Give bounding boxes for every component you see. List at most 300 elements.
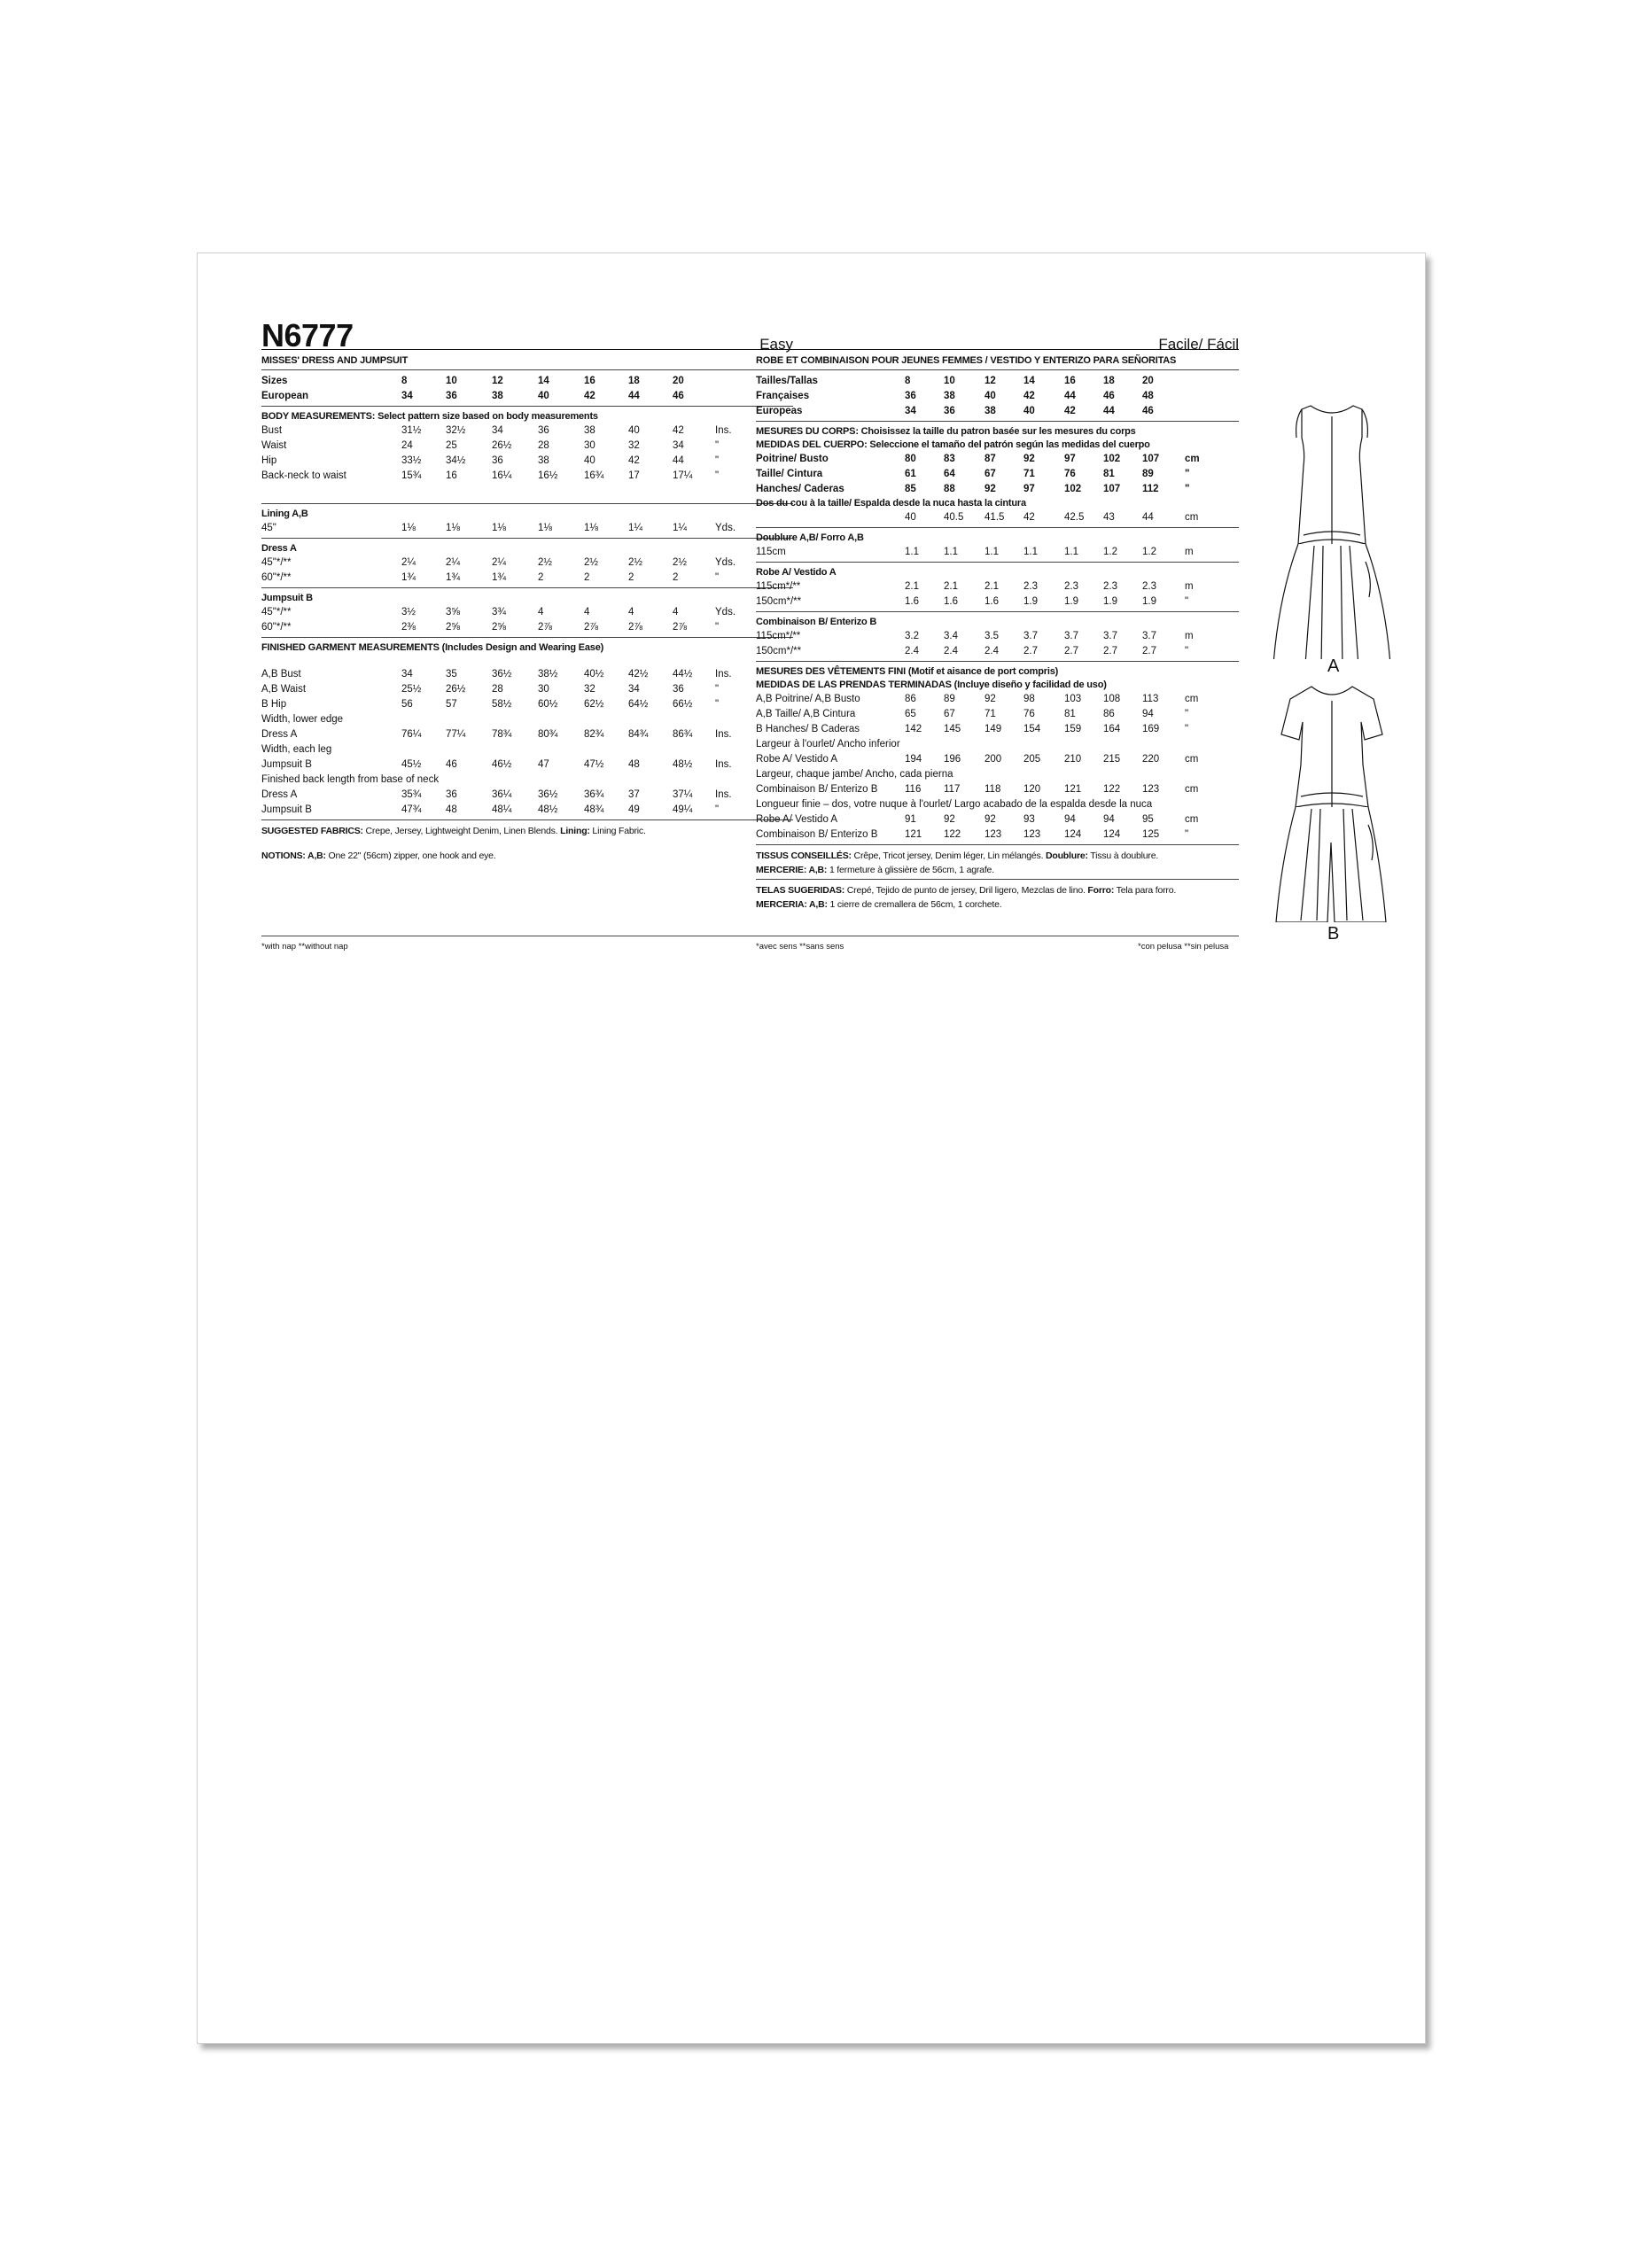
size-value: 3¾ <box>492 607 506 617</box>
table-row <box>261 439 793 454</box>
para-text: 1 cierre de cremallera de 56cm, 1 corchete. <box>827 899 1002 910</box>
size-value: 1.6 <box>985 596 999 607</box>
size-value: 2½ <box>673 557 687 568</box>
size-value: 1⅛ <box>492 523 506 533</box>
para-label: MERCERIA: A,B: <box>756 899 828 910</box>
size-value: 15¾ <box>401 470 422 481</box>
table-row <box>261 727 793 742</box>
table-row <box>261 454 793 469</box>
size-value: 16 <box>1064 376 1076 386</box>
unit-label: " <box>1185 469 1190 479</box>
row-label: Dress A <box>261 729 298 740</box>
unit-label: " <box>715 470 720 481</box>
unit-label: " <box>715 572 720 583</box>
size-value: 2⅞ <box>673 622 687 633</box>
row-label: Jumpsuit B <box>261 804 312 815</box>
size-value: 82¾ <box>584 729 604 740</box>
size-value: 58½ <box>492 699 512 710</box>
section-rule <box>756 527 1239 528</box>
row-label: Europeas <box>756 406 803 416</box>
unit-label: cm <box>1185 814 1199 825</box>
size-value: 28 <box>538 440 549 451</box>
table-row <box>261 555 793 571</box>
size-value: 71 <box>1023 469 1035 479</box>
table-row <box>756 482 1239 497</box>
size-value: 44 <box>1142 512 1154 523</box>
unit-label: cm <box>1185 454 1200 464</box>
para-text: Tela para forro. <box>1114 885 1177 896</box>
size-value: 3.2 <box>905 631 919 641</box>
row-label: Taille/ Cintura <box>756 469 823 479</box>
size-value: 1.9 <box>1103 596 1117 607</box>
table-row <box>756 452 1239 467</box>
size-value: 1¼ <box>673 523 687 533</box>
size-value: 2.1 <box>985 581 999 592</box>
section-rule <box>261 819 793 820</box>
size-value: 1.2 <box>1103 547 1117 557</box>
unit-label: Ins. <box>715 729 732 740</box>
size-value: 4 <box>538 607 544 617</box>
section-rule <box>261 637 793 638</box>
section-rule <box>261 587 793 588</box>
size-value: 97 <box>1023 484 1035 494</box>
footnote-fr: *avec sens **sans sens <box>756 942 844 951</box>
size-value: 46 <box>673 391 684 401</box>
dress-a-illustration <box>1270 402 1394 659</box>
size-value: 36 <box>538 425 549 436</box>
yardage-title-fr: Robe A/ Vestido A <box>756 567 837 578</box>
size-value: 38 <box>985 406 996 416</box>
size-value: 3.7 <box>1103 631 1117 641</box>
size-value: 2⅜ <box>401 622 416 633</box>
french-body <box>756 354 1239 912</box>
size-value: 16½ <box>538 470 558 481</box>
unit-label: m <box>1185 547 1194 557</box>
size-value: 20 <box>1142 376 1154 386</box>
size-value: 33½ <box>401 455 422 466</box>
unit-label: " <box>1185 829 1189 840</box>
size-value: 97 <box>1064 454 1076 464</box>
body-measurements-title-es: MEDIDAS DEL CUERPO: Seleccione el tamaño del patrón según las medidas del cuerpo <box>756 439 1150 450</box>
row-label: Back-neck to waist <box>261 470 346 481</box>
spacer <box>261 838 793 849</box>
size-value: 169 <box>1142 724 1160 734</box>
unit-label: cm <box>1185 512 1199 523</box>
size-value: 17¼ <box>673 470 693 481</box>
size-value: 123 <box>1142 784 1160 795</box>
size-value: 34 <box>673 440 684 451</box>
size-value: 125 <box>1142 829 1160 840</box>
size-value: 118 <box>985 784 1001 795</box>
size-value: 102 <box>1064 484 1082 494</box>
size-value: 18 <box>628 376 640 386</box>
size-value: 1¾ <box>401 572 416 583</box>
size-value: 93 <box>1023 814 1035 825</box>
size-value: 62½ <box>584 699 604 710</box>
suggested-fabrics-es <box>756 883 1239 897</box>
size-value: 2 <box>673 572 679 583</box>
size-value: 3.4 <box>944 631 958 641</box>
size-value: 1¼ <box>628 523 642 533</box>
size-value: 2 <box>584 572 590 583</box>
size-value: 154 <box>1023 724 1041 734</box>
para-label: TELAS SUGERIDAS: <box>756 885 845 896</box>
unit-label: m <box>1185 631 1194 641</box>
finished-measurements-title-fr: MESURES DES VÊTEMENTS FINI (Motif et aisance de port compris) <box>756 666 1059 677</box>
spacer <box>261 484 793 501</box>
row-label: B Hip <box>261 699 287 710</box>
size-value: 30 <box>538 684 549 695</box>
para-text: Lining Fabric. <box>589 826 646 836</box>
section-rule <box>756 421 1239 422</box>
size-value: 8 <box>905 376 911 386</box>
table-row <box>261 757 793 773</box>
unit-label: " <box>1185 596 1189 607</box>
size-value: 2¼ <box>446 557 460 568</box>
unit-label: " <box>1185 646 1189 656</box>
row-label: Width, lower edge <box>261 714 344 725</box>
size-value: 194 <box>905 754 922 765</box>
size-value: 42 <box>584 391 595 401</box>
size-value: 107 <box>1103 484 1121 494</box>
row-label: 115cm*/** <box>756 581 801 592</box>
size-value: 25½ <box>401 684 422 695</box>
row-label: A,B Bust <box>261 669 301 680</box>
size-value: 2.3 <box>1103 581 1117 592</box>
size-value: 113 <box>1142 694 1159 704</box>
size-value: 1.1 <box>944 547 958 557</box>
section-rule <box>756 844 1239 845</box>
body-measurements-title: BODY MEASUREMENTS: Select pattern size based on body measurements <box>261 411 598 422</box>
body-measurements-title-fr: MESURES DU CORPS: Choisissez la taille du patron basée sur les mesures du corps <box>756 426 1136 437</box>
size-value: 38 <box>492 391 503 401</box>
size-value: 40 <box>905 512 916 523</box>
size-value: 108 <box>1103 694 1121 704</box>
section-rule <box>261 406 793 407</box>
size-value: 4 <box>584 607 590 617</box>
size-value: 205 <box>1023 754 1041 765</box>
size-value: 196 <box>944 754 961 765</box>
section-rule <box>261 538 793 539</box>
size-value: 44 <box>1064 391 1076 401</box>
size-value: 20 <box>673 376 684 386</box>
size-value: 48¾ <box>584 804 604 815</box>
size-value: 98 <box>1023 694 1035 704</box>
size-value: 87 <box>985 454 996 464</box>
back-length-title: Dos du cou à la taille/ Espalda desde la nuca hasta la cintura <box>756 498 1026 509</box>
size-value: 1.1 <box>1023 547 1038 557</box>
difficulty-level-fr: Facile/ Fácil <box>1158 336 1239 353</box>
unit-label: cm <box>1185 694 1199 704</box>
size-value: 66½ <box>673 699 693 710</box>
unit-label: " <box>1185 484 1190 494</box>
size-value: 94 <box>1142 709 1154 719</box>
size-value: 124 <box>1103 829 1121 840</box>
row-label: Françaises <box>756 391 810 401</box>
para-text: Crepé, Tejido de punto de jersey, Dril ligero, Mezclas de lino. <box>844 885 1088 896</box>
size-value: 49 <box>628 804 640 815</box>
unit-label: " <box>1185 724 1189 734</box>
size-value: 38 <box>944 391 955 401</box>
size-value: 2.7 <box>1142 646 1156 656</box>
figure-b-label: B <box>1327 924 1340 944</box>
table-row <box>261 788 793 803</box>
para-text: 1 fermeture à glissière de 56cm, 1 agrafe. <box>827 865 994 875</box>
footnote-en: *with nap **without nap <box>261 942 348 951</box>
size-value: 24 <box>401 440 413 451</box>
size-value: 47¾ <box>401 804 422 815</box>
size-value: 2.3 <box>1064 581 1078 592</box>
size-value: 18 <box>1103 376 1115 386</box>
table-row <box>756 692 1239 707</box>
row-label: Waist <box>261 440 287 451</box>
size-value: 10 <box>944 376 955 386</box>
size-value: 88 <box>944 484 955 494</box>
size-value: 1.9 <box>1064 596 1078 607</box>
unit-label: " <box>715 699 720 710</box>
size-value: 38½ <box>538 669 558 680</box>
header-rule-fr <box>756 349 1239 350</box>
size-value: 12 <box>985 376 996 386</box>
size-value: 3.7 <box>1064 631 1078 641</box>
size-value: 120 <box>1023 784 1041 795</box>
table-row <box>756 467 1239 482</box>
table-row <box>261 423 793 439</box>
size-value: 17 <box>628 470 640 481</box>
size-value: 117 <box>944 784 961 795</box>
size-value: 107 <box>1142 454 1160 464</box>
section-rule <box>756 661 1239 662</box>
pattern-title-fr: ROBE ET COMBINAISON POUR JEUNES FEMMES / VESTIDO Y ENTERIZO PARA SEÑORITAS <box>756 355 1177 366</box>
size-value: 86 <box>905 694 916 704</box>
section-rule <box>261 503 793 504</box>
unit-label: m <box>1185 581 1194 592</box>
size-value: 42 <box>1064 406 1076 416</box>
size-value: 37 <box>628 789 640 800</box>
row-label: 150cm*/** <box>756 646 802 656</box>
table-row <box>756 737 1239 752</box>
size-value: 67 <box>985 469 996 479</box>
unit-label: " <box>715 622 720 633</box>
figure-a-label: A <box>1327 656 1340 676</box>
size-value: 1.9 <box>1142 596 1156 607</box>
size-value: 35 <box>446 669 457 680</box>
table-row <box>261 571 793 586</box>
size-value: 46 <box>1142 406 1154 416</box>
size-value: 1.6 <box>905 596 919 607</box>
size-value: 92 <box>985 814 996 825</box>
row-label: A,B Taille/ A,B Cintura <box>756 709 856 719</box>
size-value: 16¼ <box>492 470 512 481</box>
unit-label: Ins. <box>715 669 732 680</box>
size-value: 4 <box>628 607 634 617</box>
table-row <box>261 469 793 484</box>
table-row <box>261 773 793 788</box>
row-label: 45"*/** <box>261 557 292 568</box>
row-label: Combinaison B/ Enterizo B <box>756 829 878 840</box>
size-value: 142 <box>905 724 922 734</box>
size-value: 121 <box>1064 784 1082 795</box>
size-value: 37¼ <box>673 789 693 800</box>
size-value: 46 <box>1103 391 1115 401</box>
section-rule <box>756 879 1239 880</box>
row-label: 60"*/** <box>261 572 292 583</box>
size-value: 1⅛ <box>446 523 460 533</box>
yardage-title: Lining A,B <box>261 509 308 519</box>
size-value: 14 <box>1023 376 1035 386</box>
size-value: 78¾ <box>492 729 512 740</box>
size-value: 46½ <box>492 759 512 770</box>
size-value: 123 <box>985 829 1002 840</box>
section-rule <box>756 611 1239 612</box>
size-value: 12 <box>492 376 503 386</box>
size-value: 44 <box>673 455 684 466</box>
size-value: 164 <box>1103 724 1121 734</box>
table-row <box>756 752 1239 767</box>
size-value: 28 <box>492 684 503 695</box>
size-value: 34½ <box>446 455 466 466</box>
size-value: 49¼ <box>673 804 693 815</box>
size-value: 40 <box>538 391 549 401</box>
size-value: 1.1 <box>985 547 999 557</box>
size-value: 122 <box>944 829 961 840</box>
size-value: 83 <box>944 454 955 464</box>
size-value: 16 <box>446 470 457 481</box>
size-value: 76 <box>1023 709 1035 719</box>
size-value: 34 <box>492 425 503 436</box>
size-value: 121 <box>905 829 922 840</box>
difficulty-level: Easy <box>759 336 793 353</box>
para-label: SUGGESTED FABRICS: <box>261 826 363 836</box>
size-value: 48¼ <box>492 804 512 815</box>
size-value: 2⅝ <box>492 622 506 633</box>
table-row <box>756 404 1239 419</box>
row-label: Hanches/ Caderas <box>756 484 844 494</box>
table-row <box>756 797 1239 812</box>
para-label: NOTIONS: A,B: <box>261 850 326 861</box>
size-value: 26½ <box>446 684 466 695</box>
size-value: 3⅝ <box>446 607 460 617</box>
size-value: 92 <box>1023 454 1035 464</box>
size-value: 81 <box>1103 469 1115 479</box>
unit-label: cm <box>1185 784 1199 795</box>
para-label: Lining: <box>560 826 590 836</box>
table-row <box>261 521 793 536</box>
row-label: 45" <box>261 523 276 533</box>
size-value: 2.1 <box>944 581 958 592</box>
para-label: TISSUS CONSEILLÉS: <box>756 850 852 861</box>
unit-label: Yds. <box>715 523 736 533</box>
size-value: 36 <box>944 406 955 416</box>
size-value: 159 <box>1064 724 1082 734</box>
section-rule <box>756 369 1239 370</box>
row-label: European <box>261 391 309 401</box>
size-value: 71 <box>985 709 996 719</box>
size-value: 123 <box>1023 829 1041 840</box>
size-value: 42.5 <box>1064 512 1085 523</box>
row-label: A,B Waist <box>261 684 307 695</box>
para-label: Doublure: <box>1046 850 1088 861</box>
spacer <box>261 655 793 667</box>
size-value: 1⅛ <box>584 523 598 533</box>
row-label: Combinaison B/ Enterizo B <box>756 784 878 795</box>
row-label: 115cm*/** <box>756 631 801 641</box>
size-value: 40 <box>1023 406 1035 416</box>
size-value: 61 <box>905 469 916 479</box>
table-row <box>756 827 1239 843</box>
size-value: 36 <box>492 455 503 466</box>
size-value: 2 <box>538 572 544 583</box>
size-value: 86¾ <box>673 729 693 740</box>
size-value: 1.9 <box>1023 596 1038 607</box>
table-row <box>261 620 793 635</box>
size-value: 1⅛ <box>401 523 416 533</box>
size-value: 32 <box>628 440 640 451</box>
size-value: 36 <box>446 391 457 401</box>
suggested-fabrics-fr <box>756 849 1239 863</box>
suggested-fabrics <box>261 824 793 838</box>
unit-label: Ins. <box>715 759 732 770</box>
size-value: 48 <box>1142 391 1154 401</box>
size-value: 38 <box>584 425 595 436</box>
size-value: 103 <box>1064 694 1082 704</box>
size-value: 48½ <box>673 759 693 770</box>
size-value: 2.7 <box>1064 646 1078 656</box>
size-value: 85 <box>905 484 916 494</box>
table-row <box>261 667 793 682</box>
row-label: Sizes <box>261 376 288 386</box>
row-label: 150cm*/** <box>756 596 802 607</box>
size-value: 44 <box>1103 406 1115 416</box>
size-value: 36 <box>905 391 916 401</box>
size-value: 3½ <box>401 607 416 617</box>
table-row <box>756 389 1239 404</box>
size-value: 2.3 <box>1142 581 1156 592</box>
size-value: 2.7 <box>1023 646 1038 656</box>
size-value: 102 <box>1103 454 1121 464</box>
size-value: 48 <box>446 804 457 815</box>
unit-label: Yds. <box>715 557 736 568</box>
size-value: 2⅝ <box>446 622 460 633</box>
notions-fr <box>756 863 1239 877</box>
english-body <box>261 354 793 863</box>
size-value: 2.4 <box>944 646 958 656</box>
notions <box>261 849 793 863</box>
size-value: 38 <box>538 455 549 466</box>
size-value: 86 <box>1103 709 1115 719</box>
size-value: 81 <box>1064 709 1076 719</box>
size-value: 2⅞ <box>584 622 598 633</box>
yardage-title: Jumpsuit B <box>261 593 313 603</box>
table-row <box>756 707 1239 722</box>
row-label: Robe A/ Vestido A <box>756 754 838 765</box>
size-value: 40 <box>985 391 996 401</box>
size-value: 48 <box>628 759 640 770</box>
row-label: Width, each leg <box>261 744 332 755</box>
size-value: 124 <box>1064 829 1082 840</box>
header-rule <box>261 349 793 350</box>
size-value: 36½ <box>492 669 512 680</box>
finished-measurements-title-es: MEDIDAS DE LAS PRENDAS TERMINADAS (Incluye diseño y facilidad de uso) <box>756 680 1107 690</box>
size-value: 67 <box>944 709 955 719</box>
size-value: 2⅞ <box>538 622 552 633</box>
table-row <box>756 594 1239 610</box>
table-row <box>756 545 1239 560</box>
size-value: 42 <box>1023 512 1035 523</box>
unit-label: Ins. <box>715 425 732 436</box>
size-value: 76 <box>1064 469 1076 479</box>
size-value: 2.4 <box>905 646 919 656</box>
